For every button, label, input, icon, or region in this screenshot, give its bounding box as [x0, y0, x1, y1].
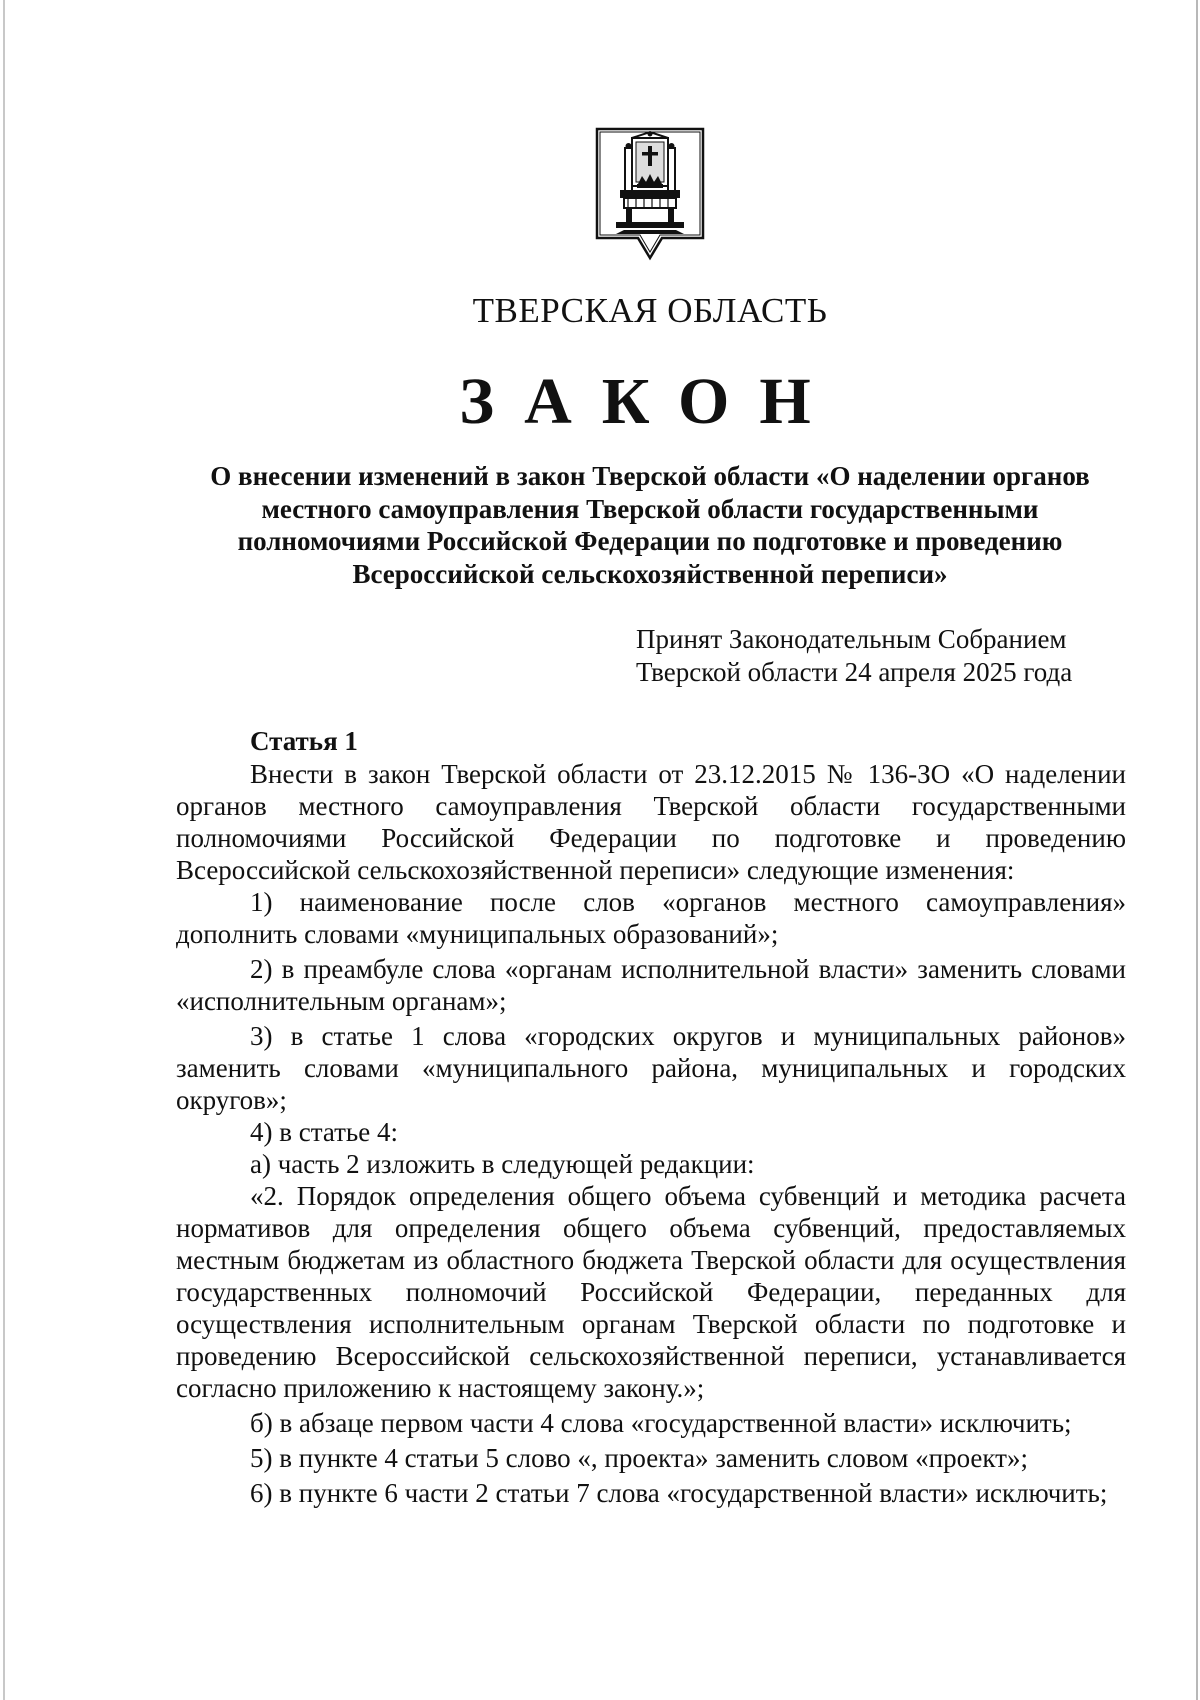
amendment-item-6: 6) в пункте 6 части 2 статьи 7 слова «государственной власти» исключить; — [250, 1478, 1108, 1508]
article-intro-paragraph: Внести в закон Тверской области от 23.12.2015 № 136-ЗО «О наделении органов местного самоуправления Тверской области государственными полномочиями Российской Федерации по подготовке и проведению Всероссийской сельскохозяйственной переписи» следующие изменения: — [176, 759, 1126, 885]
amendment-item-4b: б) в абзаце первом части 4 слова «государственной власти» исключить; — [250, 1408, 1072, 1438]
article-body — [176, 758, 1126, 1509]
document-type-heading: ЗАКОН — [459, 365, 841, 438]
adoption-note-line-1: Принят Законодательным Собранием — [636, 624, 1067, 654]
adoption-note — [636, 623, 1072, 688]
scan-edge-left — [3, 0, 5, 1700]
article-heading: Статья 1 — [250, 726, 358, 756]
amendment-item-2: 2) в преамбуле слова «органам исполнительной власти» заменить словами «исполнительным органам»; — [176, 954, 1126, 1016]
amendment-item-4a: а) часть 2 изложить в следующей редакции: — [250, 1149, 755, 1179]
amendment-item-5: 5) в пункте 4 статьи 5 слово «, проекта» заменить словом «проект»; — [250, 1443, 1028, 1473]
amendment-quoted-text: «2. Порядок определения общего объема субвенций и методика расчета нормативов для определения общего объема субвенций, предоставляемых местным бюджетам из областного бюджета Тверской области для осуществления государственных полномочий Российской Федерации, переданных для осуществления исполнительным органам Тверской области по подготовке и проведению Всероссийской сельскохозяйственной переписи, устанавливается согласно приложению к настоящему закону.»; — [176, 1181, 1126, 1403]
coat-of-arms-emblem — [594, 126, 706, 264]
amendment-item-1: 1) наименование после слов «органов местного самоуправления» дополнить словами «муниципальных образований»; — [176, 887, 1126, 949]
amendment-item-4: 4) в статье 4: — [250, 1117, 398, 1147]
law-title: О внесении изменений в закон Тверской области «О наделении органов местного самоуправления Тверской области государственными полномочиями Российской Федерации по подготовке и проведению Всероссийской сельскохозяйственной переписи» — [210, 461, 1090, 589]
scan-edge-right — [1196, 0, 1198, 1700]
amendment-item-3: 3) в статье 1 слова «городских округов и муниципальных районов» заменить словами «муниципального района, муниципальных и городских округов»; — [176, 1021, 1126, 1115]
region-name: ТВЕРСКАЯ ОБЛАСТЬ — [472, 291, 828, 330]
adoption-note-line-2: Тверской области 24 апреля 2025 года — [636, 656, 1073, 687]
